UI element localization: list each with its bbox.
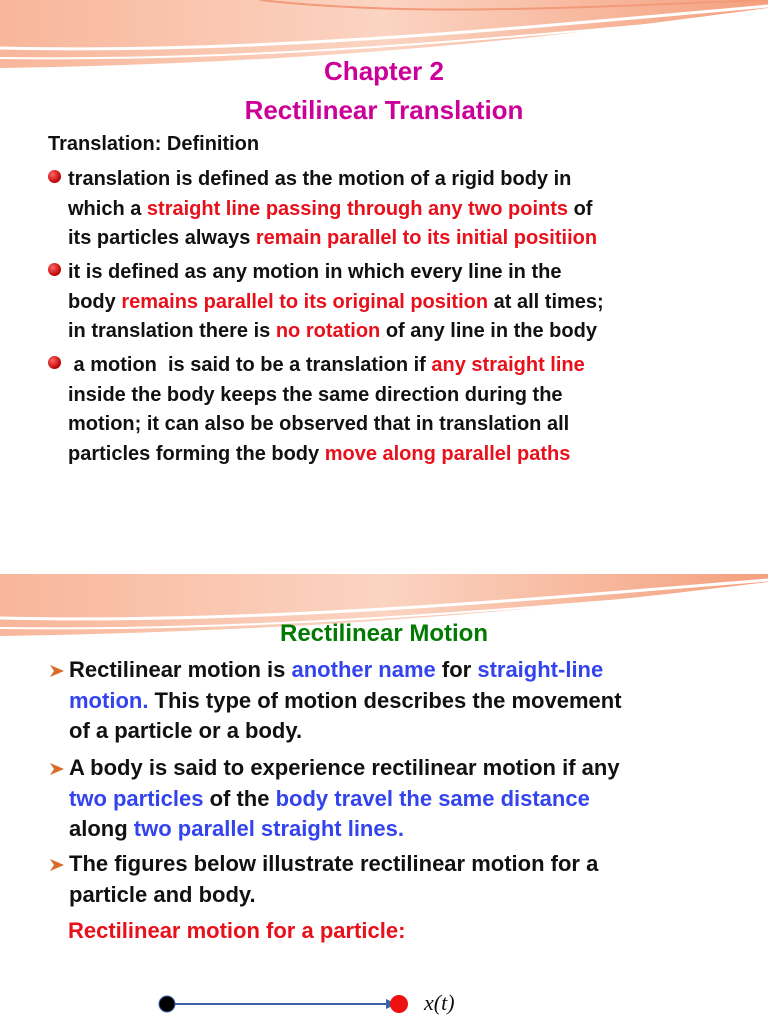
end-particle xyxy=(390,995,408,1013)
arrow-bullet-icon xyxy=(48,757,68,779)
highlight-red-text: straight line passing through any two points xyxy=(146,197,569,220)
body-text: A body is said to experience rectilinear motion if any xyxy=(69,755,620,780)
definition-bullet-1 xyxy=(68,165,597,254)
bullet-line xyxy=(68,381,585,411)
arrow-bullet-icon xyxy=(48,853,68,875)
body-text: inside the body keeps the same direction during the xyxy=(68,383,563,406)
bullet-line xyxy=(69,784,620,815)
highlight-blue-text: another name xyxy=(291,657,436,682)
motion-bullet-1 xyxy=(69,655,622,747)
bullet-line xyxy=(68,195,597,225)
slide-gap xyxy=(0,512,768,574)
body-text: at all times; xyxy=(488,290,604,313)
body-text: of the xyxy=(203,785,276,811)
bullet-line xyxy=(68,288,604,318)
bullet-dot-icon xyxy=(48,170,61,183)
body-text: which a xyxy=(68,197,147,220)
body-text: in translation there is xyxy=(68,320,276,342)
section-subheading: Translation: Definition xyxy=(48,133,260,155)
arrow-bullet-icon xyxy=(48,659,68,681)
body-text: it is defined as any motion in which every line in the xyxy=(68,261,562,283)
highlight-red-text: any straight line xyxy=(431,354,585,376)
bullet-line xyxy=(68,440,585,470)
bullet-line xyxy=(68,165,597,195)
bullet-line xyxy=(69,849,598,880)
highlight-red-text: no rotation xyxy=(275,320,381,342)
figure-caption: Rectilinear motion for a particle: xyxy=(68,918,406,943)
body-text: a motion is said to be a translation if xyxy=(68,354,432,376)
highlight-blue-text: two parallel straight lines. xyxy=(133,816,404,841)
body-text: of any line in the body xyxy=(380,320,597,342)
body-text: particles forming the body xyxy=(68,442,325,465)
highlight-blue-text: straight-line xyxy=(477,657,604,682)
bullet-line xyxy=(68,317,604,347)
bullet-dot-icon xyxy=(48,356,61,369)
decorative-header-band xyxy=(0,574,768,664)
definition-bullet-2 xyxy=(68,258,604,347)
highlight-red-text: remain parallel to its initial positiion xyxy=(255,227,598,249)
highlight-red-text: move along parallel paths xyxy=(324,442,571,465)
position-function-label: x(t) xyxy=(424,990,455,1015)
highlight-blue-text: two particles xyxy=(69,785,204,811)
slide-title: Rectilinear Motion xyxy=(279,620,489,647)
bullet-line xyxy=(69,814,620,845)
body-text: along xyxy=(69,816,134,841)
highlight-blue-text: body travel the same distance xyxy=(275,785,590,811)
body-text: Rectilinear motion is xyxy=(69,657,292,682)
body-text: for xyxy=(435,657,478,682)
start-particle xyxy=(159,996,175,1012)
highlight-blue-text: motion. xyxy=(69,687,149,713)
body-text: body xyxy=(68,290,122,313)
bullet-line xyxy=(69,753,620,784)
bullet-line xyxy=(69,880,598,911)
definition-bullet-3 xyxy=(68,351,585,469)
body-text: of xyxy=(568,197,593,220)
bullet-line xyxy=(69,686,622,717)
slide-title: Rectilinear Translation xyxy=(244,95,524,125)
slide-2 xyxy=(0,574,768,1024)
body-text: This type of motion describes the movement xyxy=(148,687,622,713)
bullet-line xyxy=(69,655,622,686)
highlight-red-text: remains parallel to its original position xyxy=(121,290,489,313)
bullet-line xyxy=(68,351,585,381)
bullet-dot-icon xyxy=(48,263,61,276)
bullet-line xyxy=(68,224,597,254)
body-text: of a particle or a body. xyxy=(69,718,303,743)
motion-bullet-3 xyxy=(69,849,598,910)
motion-bullet-2 xyxy=(69,753,620,845)
body-text: its particles always xyxy=(68,227,256,249)
bullet-line xyxy=(68,410,585,440)
body-text: translation is defined as the motion of a rigid body in xyxy=(68,168,572,190)
body-text: motion; it can also be observed that in translation all xyxy=(68,413,570,435)
bullet-line xyxy=(69,716,622,747)
bullet-line xyxy=(68,258,604,288)
body-text: particle and body. xyxy=(69,881,256,907)
chapter-heading: Chapter 2 xyxy=(324,56,444,86)
particle-motion-figure xyxy=(150,988,420,1020)
body-text: The figures below illustrate rectilinear motion for a xyxy=(69,851,599,876)
